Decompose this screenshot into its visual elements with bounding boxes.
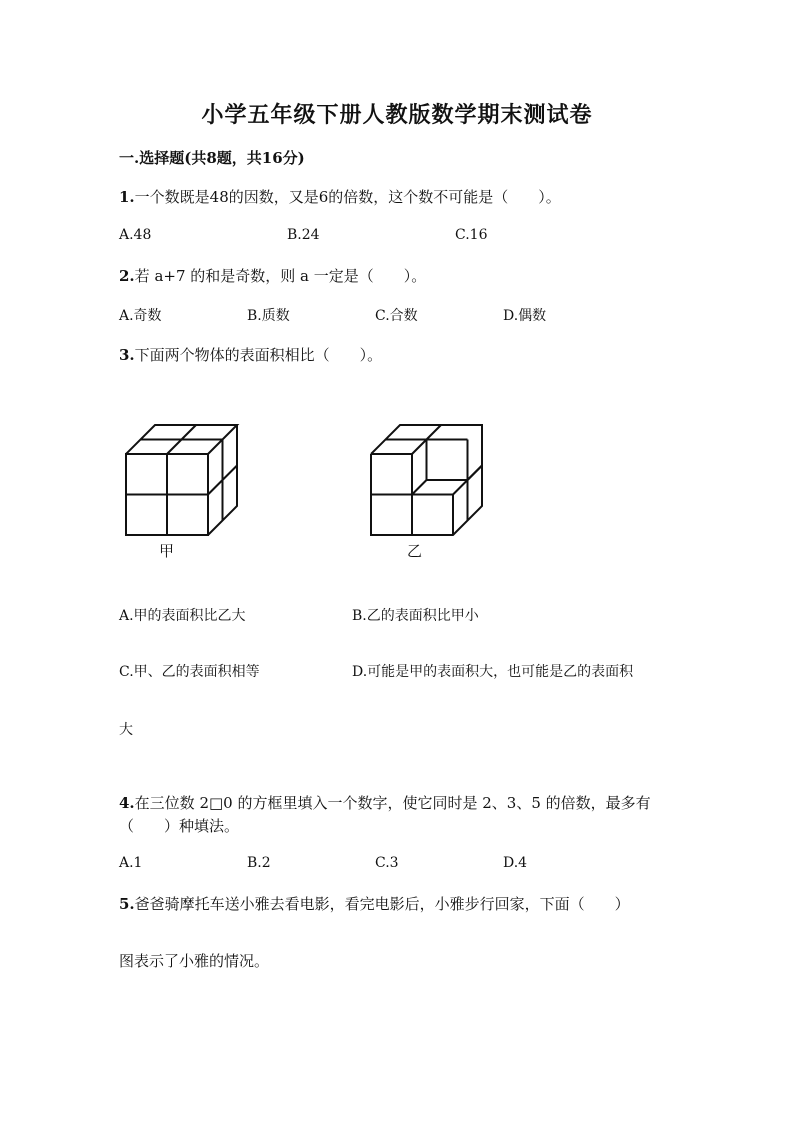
- question-2: [119, 265, 426, 286]
- q4-option-c: C.3: [375, 855, 399, 871]
- question-number: 5.: [119, 895, 135, 913]
- q2-option-c: C.合数: [375, 308, 418, 324]
- page-title: 小学五年级下册人教版数学期末测试卷: [201, 102, 593, 128]
- q1-option-a: A.48: [119, 227, 152, 243]
- q3-option-d-continued: 大: [119, 722, 133, 738]
- q3-option-c: C.甲、乙的表面积相等: [119, 664, 260, 680]
- cube-figure-jia: [120, 418, 244, 542]
- q4-option-b: B.2: [247, 855, 271, 871]
- question-text: 爸爸骑摩托车送小雅去看电影，看完电影后，小雅步行回家，下面（ ）: [134, 895, 630, 913]
- section-heading: 一.选择题(共8题，共16分): [119, 149, 305, 167]
- question-3: [119, 344, 382, 365]
- q2-option-d: D.偶数: [503, 308, 547, 324]
- q4-option-d: D.4: [503, 855, 528, 871]
- q3-option-a: A.甲的表面积比乙大: [119, 608, 246, 624]
- question-number: 1.: [119, 188, 135, 206]
- q3-option-b: B.乙的表面积比甲小: [352, 608, 479, 624]
- question-1: [119, 186, 561, 207]
- q2-option-a: A.奇数: [119, 308, 162, 324]
- question-number: 3.: [119, 346, 135, 364]
- question-text: 一个数既是48的因数，又是6的倍数，这个数不可能是（ ）。: [134, 188, 561, 206]
- question-5-line-2: 图表示了小雅的情况。: [119, 952, 270, 970]
- question-5: [119, 893, 630, 914]
- cube-figure-yi: [364, 418, 488, 542]
- q3-option-d: D.可能是甲的表面积大，也可能是乙的表面积: [352, 664, 634, 680]
- figure-label-jia: 甲: [159, 542, 175, 560]
- q2-option-b: B.质数: [247, 308, 290, 324]
- question-text: 若 a+7 的和是奇数，则 a 一定是（ ）。: [134, 267, 427, 285]
- q1-option-c: C.16: [455, 227, 488, 243]
- figure-label-yi: 乙: [407, 542, 423, 560]
- q1-option-b: B.24: [287, 227, 320, 243]
- question-4: [119, 792, 651, 813]
- question-text: 下面两个物体的表面积相比（ ）。: [134, 346, 383, 364]
- q4-option-a: A.1: [119, 855, 143, 871]
- question-4-line-2: （ ）种填法。: [119, 817, 240, 835]
- question-number: 2.: [119, 267, 135, 285]
- question-number: 4.: [119, 794, 135, 812]
- question-text: 在三位数 2□0 的方框里填入一个数字，使它同时是 2、3、5 的倍数，最多有: [134, 794, 651, 812]
